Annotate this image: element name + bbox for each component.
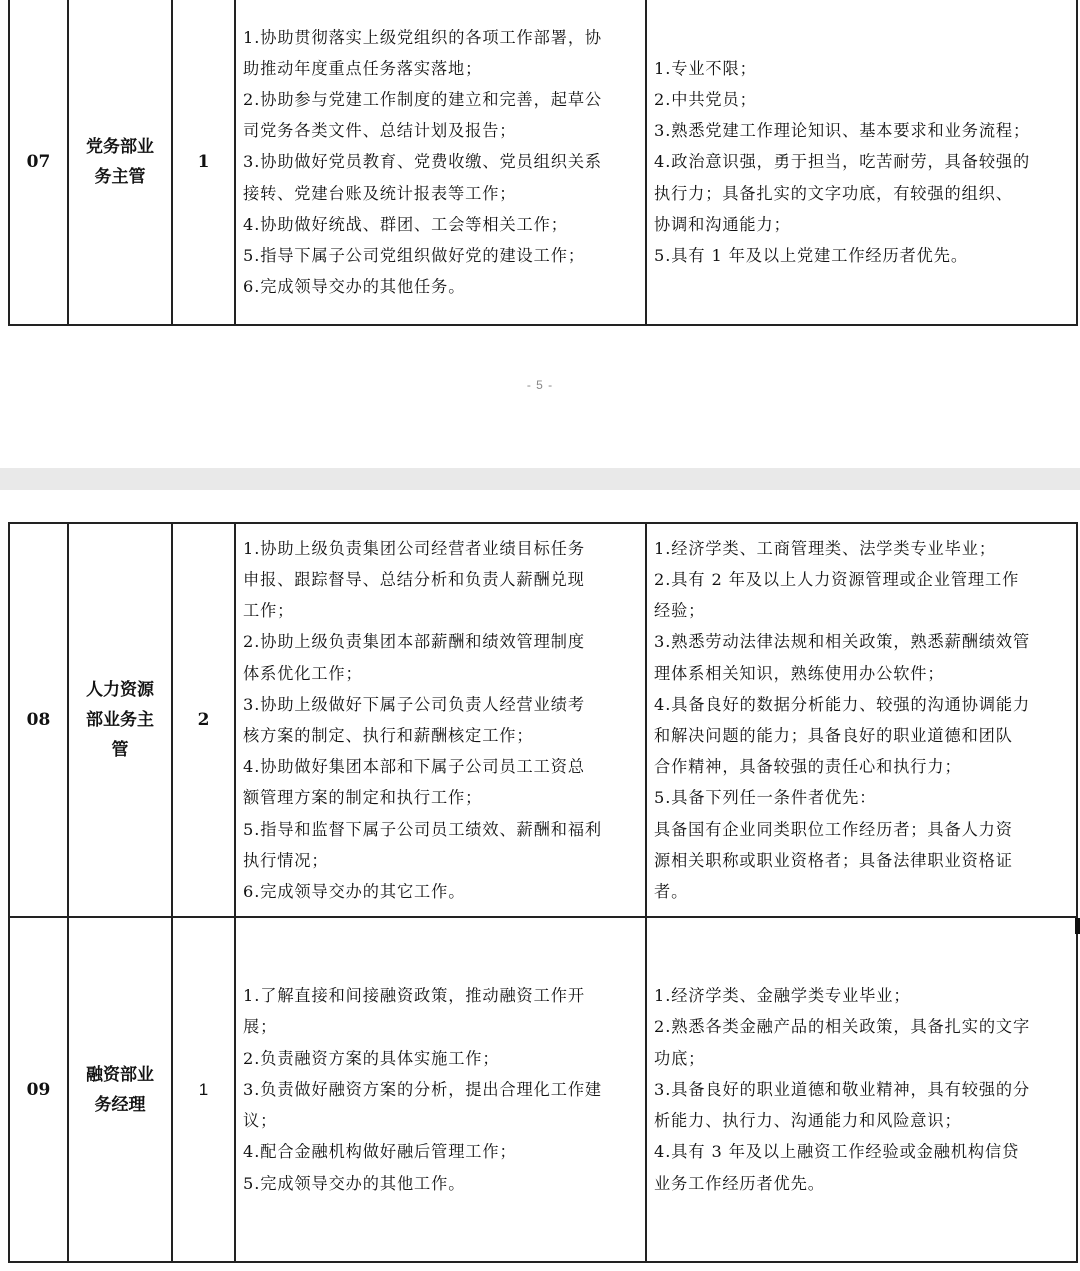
- duty-line: 核方案的制定、执行和薪酬核定工作；: [243, 726, 534, 745]
- duty-line: 工作；: [243, 601, 295, 621]
- duty-line: 5.完成领导交办的其他工作。: [243, 1173, 466, 1193]
- job-requirements: [646, 523, 1077, 917]
- duty-line: 5.指导和监督下属子公司员工绩效、薪酬和福利: [243, 819, 602, 839]
- requirement-line: 2.具有 2 年及以上人力资源管理或企业管理工作: [654, 569, 1020, 589]
- requirement-line: 3.熟悉党建工作理论知识、基本要求和业务流程；: [654, 121, 1031, 141]
- duty-line: 4.协助做好统战、群团、工会等相关工作；: [243, 214, 568, 234]
- page-number: - 5 -: [526, 378, 554, 392]
- requirement-line: 协调和沟通能力；: [654, 214, 791, 234]
- document-page-5: [0, 0, 1080, 468]
- requirement-line: 5.具备下列任一条件者优先：: [654, 788, 877, 808]
- table-row: [9, 917, 1077, 1262]
- requirement-line: 具备国有企业同类职位工作经历者；具备人力资: [654, 819, 1013, 839]
- job-number: 08: [9, 523, 68, 917]
- duty-line: 3.负责做好融资方案的分析，提出合理化工作建: [243, 1079, 602, 1099]
- requirement-line: 业务工作经历者优先。: [654, 1173, 825, 1193]
- requirement-line: 者。: [654, 882, 689, 902]
- requirement-line: 4.具备良好的数据分析能力、较强的沟通协调能力: [654, 694, 1031, 714]
- job-requirements: [646, 917, 1077, 1262]
- duty-line: 2.协助参与党建工作制度的建立和完善，起草公: [243, 89, 602, 109]
- requirement-line: 1.专业不限；: [654, 58, 757, 78]
- duty-line: 展；: [243, 1017, 278, 1037]
- requirement-line: 4.具有 3 年及以上融资工作经验或金融机构信贷: [654, 1142, 1020, 1162]
- requirement-line: 经验；: [654, 601, 706, 621]
- requirement-line: 合作精神，具备较强的责任心和执行力；: [654, 757, 962, 777]
- requirement-line: 4.政治意识强，勇于担当，吃苦耐劳，具备较强的: [654, 152, 1031, 172]
- job-number: 09: [9, 917, 68, 1262]
- duty-line: 额管理方案的制定和执行工作；: [243, 788, 483, 808]
- requirement-line: 和解决问题的能力；具备良好的职业道德和团队: [654, 726, 1013, 745]
- job-table-page-5: [8, 0, 1078, 326]
- requirement-line: 析能力、执行力、沟通能力和风险意识；: [654, 1111, 962, 1131]
- job-requirements: [646, 0, 1077, 325]
- requirement-line: 2.熟悉各类金融产品的相关政策，具备扎实的文字: [654, 1017, 1031, 1037]
- document-page-6: [0, 490, 1080, 1271]
- duty-line: 4.配合金融机构做好融后管理工作；: [243, 1142, 517, 1162]
- headcount: 2: [172, 523, 235, 917]
- duty-line: 1.了解直接和间接融资政策，推动融资工作开: [243, 986, 585, 1006]
- job-title-line: 管: [111, 740, 129, 760]
- duty-line: 3.协助做好党员教育、党费收缴、党员组织关系: [243, 152, 602, 172]
- duty-line: 2.协助上级负责集团本部薪酬和绩效管理制度: [243, 632, 585, 652]
- job-title: [68, 523, 172, 917]
- duty-line: 3.协助上级做好下属子公司负责人经营业绩考: [243, 694, 585, 714]
- requirement-line: 理体系相关知识，熟练使用办公软件；: [654, 663, 945, 683]
- scroll-marker: [1075, 918, 1080, 934]
- job-table-page-6: [8, 522, 1078, 1263]
- job-duties: [235, 917, 646, 1262]
- requirement-line: 执行力；具备扎实的文字功底，有较强的组织、: [654, 183, 1013, 203]
- duty-line: 执行情况；: [243, 850, 329, 870]
- duty-line: 体系优化工作；: [243, 663, 363, 683]
- table-row: [9, 0, 1077, 325]
- job-duties: [235, 523, 646, 917]
- duty-line: 1.协助上级负责集团公司经营者业绩目标任务: [243, 538, 585, 558]
- job-title-line: 务经理: [94, 1094, 146, 1115]
- table-row: [9, 523, 1077, 917]
- headcount: 1: [172, 917, 235, 1262]
- duty-line: 5.指导下属子公司党组织做好党的建设工作；: [243, 246, 585, 265]
- requirement-line: 1.经济学类、工商管理类、法学类专业毕业；: [654, 538, 996, 558]
- duty-line: 议；: [243, 1111, 278, 1131]
- job-title-line: 部业务主: [86, 710, 154, 730]
- requirement-line: 2.中共党员；: [654, 89, 757, 109]
- duty-line: 4.协助做好集团本部和下属子公司员工工资总: [243, 757, 585, 777]
- job-duties: [235, 0, 646, 325]
- job-title-line: 融资部业: [86, 1064, 154, 1085]
- requirement-line: 源相关职称或职业资格者；具备法律职业资格证: [654, 850, 1013, 870]
- job-title: [68, 917, 172, 1262]
- requirement-line: 3.具备良好的职业道德和敬业精神，具有较强的分: [654, 1079, 1031, 1099]
- duty-line: 申报、跟踪督导、总结分析和负责人薪酬兑现: [243, 569, 585, 589]
- requirement-line: 功底；: [654, 1048, 706, 1068]
- requirement-line: 1.经济学类、金融学类专业毕业；: [654, 986, 911, 1006]
- requirement-line: 5.具有 1 年及以上党建工作经历者优先。: [654, 246, 968, 265]
- duty-line: 司党务各类文件、总结计划及报告；: [243, 121, 517, 141]
- duty-line: 助推动年度重点任务落实落地；: [243, 58, 483, 78]
- headcount: 1: [172, 0, 235, 325]
- job-title-line: 党务部业: [86, 137, 154, 157]
- page-separator: [0, 468, 1080, 490]
- duty-line: 6.完成领导交办的其他任务。: [243, 277, 466, 297]
- job-title-line: 务主管: [94, 167, 146, 187]
- duty-line: 接转、党建台账及统计报表等工作；: [243, 183, 517, 203]
- duty-line: 6.完成领导交办的其它工作。: [243, 882, 466, 902]
- job-number: 07: [9, 0, 68, 325]
- duty-line: 1.协助贯彻落实上级党组织的各项工作部署，协: [243, 27, 602, 47]
- duty-line: 2.负责融资方案的具体实施工作；: [243, 1048, 500, 1068]
- job-title: [68, 0, 172, 325]
- requirement-line: 3.熟悉劳动法律法规和相关政策，熟悉薪酬绩效管: [654, 632, 1031, 652]
- job-title-line: 人力资源: [86, 680, 154, 700]
